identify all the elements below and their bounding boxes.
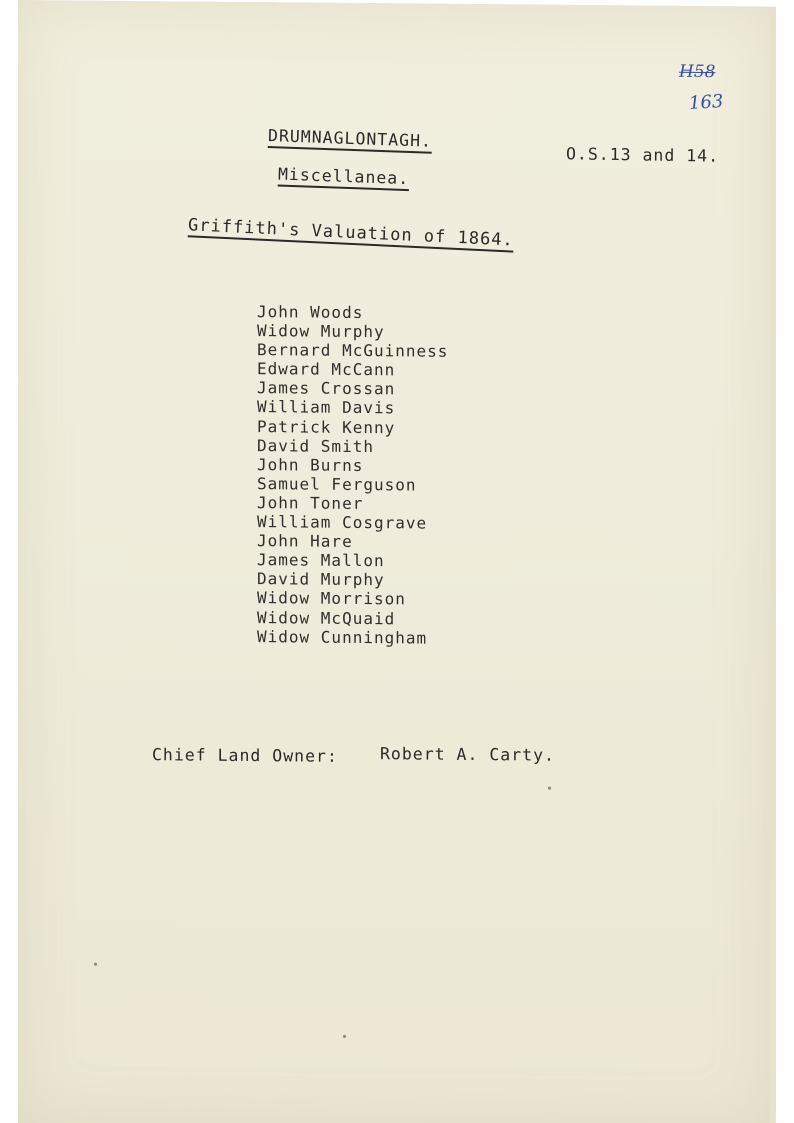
occupier-name: Samuel Ferguson <box>257 473 417 495</box>
paper-speck <box>94 963 97 966</box>
occupier-name: John Burns <box>257 454 364 475</box>
paper-speck <box>548 787 551 790</box>
occupier-name-list <box>257 302 448 647</box>
handwritten-page-number: 163 <box>688 90 725 115</box>
paper-speck <box>343 1035 346 1038</box>
occupier-name: John Toner <box>257 493 364 513</box>
occupier-name: James Mallon <box>257 550 385 571</box>
occupier-name: William Davis <box>257 397 396 418</box>
os-reference: O.S.13 and 14. <box>565 144 720 166</box>
occupier-name: Widow Cunningham <box>257 626 428 648</box>
occupier-name: William Cosgrave <box>257 512 428 533</box>
occupier-name: David Smith <box>257 435 374 456</box>
occupier-name: John Woods <box>257 302 364 323</box>
occupier-name: Patrick Kenny <box>257 416 396 437</box>
occupier-name: Widow Murphy <box>257 321 385 342</box>
occupier-name: James Crossan <box>257 378 396 399</box>
occupier-name: Widow McQuaid <box>257 607 396 628</box>
paper-sheet <box>18 0 770 1123</box>
chief-land-owner-label: Chief Land Owner: <box>152 745 338 766</box>
occupier-name: Edward McCann <box>257 359 396 380</box>
place-title: DRUMNAGLONTAGH. <box>267 126 433 151</box>
occupier-name: Widow Morrison <box>257 588 406 609</box>
chief-land-owner-value: Robert A. Carty. <box>380 744 555 765</box>
occupier-name: John Hare <box>257 531 353 552</box>
handwritten-reference-top: H58 <box>679 61 716 83</box>
occupier-name: Bernard McGuinness <box>257 340 449 361</box>
section-title: Miscellanea. <box>277 164 410 189</box>
occupier-name: David Murphy <box>257 569 385 590</box>
valuation-subtitle: Griffith's Valuation of 1864. <box>187 215 515 251</box>
